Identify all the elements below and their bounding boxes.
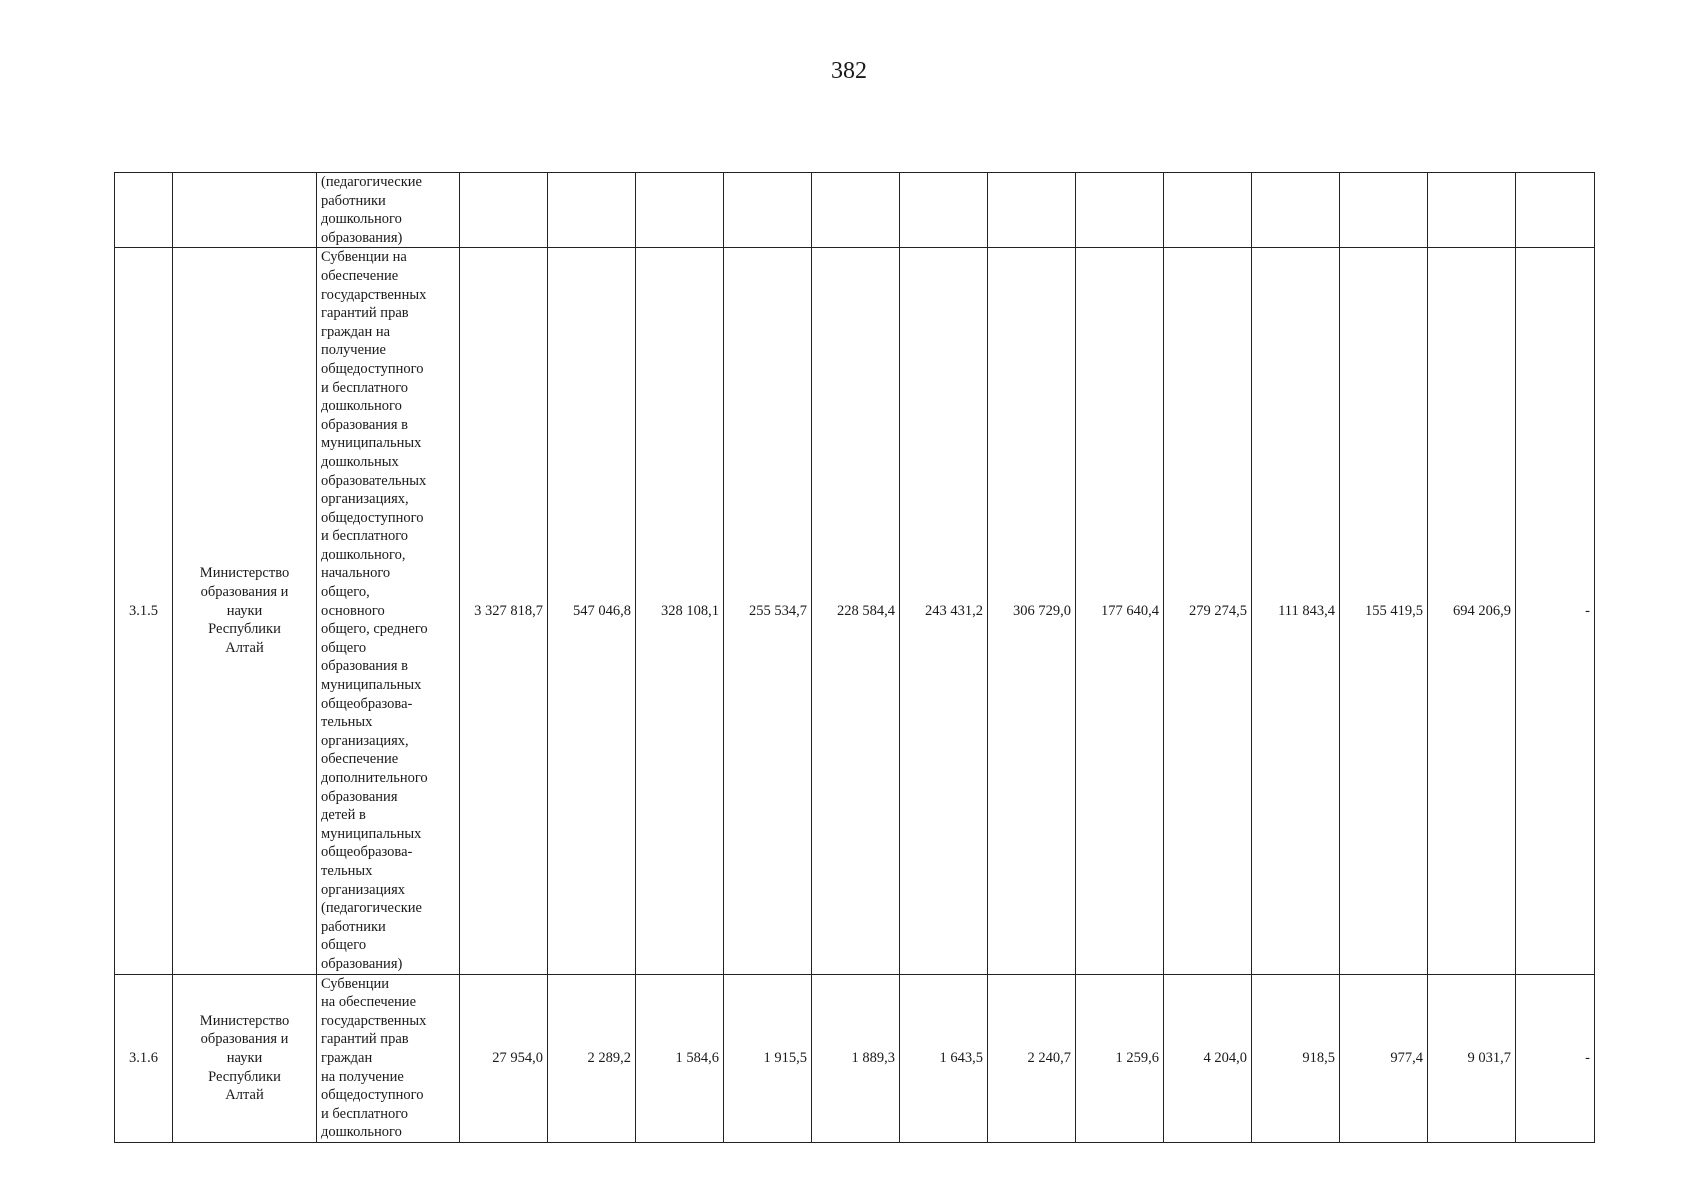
description-line: обеспечение	[321, 751, 399, 768]
description-line: начального	[321, 565, 391, 582]
executor-cell	[173, 974, 317, 1142]
value-cell: 694 206,9	[1428, 248, 1516, 974]
value-cell	[724, 173, 812, 248]
executor-line: Министерство	[199, 1012, 290, 1029]
description-line: общедоступного	[321, 509, 424, 526]
value-cell	[636, 173, 724, 248]
value-cell	[1428, 173, 1516, 248]
value-cell	[812, 173, 900, 248]
row-code: 3.1.6	[115, 974, 173, 1142]
value-cell: 255 534,7	[724, 248, 812, 974]
description-line: муниципальных	[321, 677, 422, 694]
description-line: гарантий прав	[321, 305, 409, 322]
description-line: общего	[321, 639, 367, 656]
value-cell: 1 889,3	[812, 974, 900, 1142]
value-cell	[988, 173, 1076, 248]
note-cell	[1516, 173, 1595, 248]
description-line: образования)	[321, 955, 403, 972]
row-code: 3.1.5	[115, 248, 173, 974]
value-cell: 2 240,7	[988, 974, 1076, 1142]
description-line: (педагогические	[321, 900, 422, 917]
value-cell: 177 640,4	[1076, 248, 1164, 974]
description-line: организациях,	[321, 491, 409, 508]
executor-line: Алтай	[225, 1087, 264, 1104]
description-line: образования в	[321, 658, 408, 675]
description-line: общего,	[321, 584, 370, 601]
value-cell: 228 584,4	[812, 248, 900, 974]
note-cell: -	[1516, 248, 1595, 974]
executor-cell	[173, 173, 317, 248]
description-line: и бесплатного	[321, 379, 409, 396]
note-cell: -	[1516, 974, 1595, 1142]
description-line: обеспечение	[321, 267, 399, 284]
value-cell	[1252, 173, 1340, 248]
budget-table	[114, 172, 1595, 1143]
description-line: тельных	[321, 862, 373, 879]
value-cell: 3 327 818,7	[460, 248, 548, 974]
description-line: Субвенции на	[321, 249, 407, 266]
description-line: Субвенции	[321, 975, 389, 992]
description-line: и бесплатного	[321, 1105, 409, 1122]
executor-line: Министерство	[199, 565, 290, 582]
description-line: образования)	[321, 229, 403, 246]
description-line: работники	[321, 918, 386, 935]
value-cell: 4 204,0	[1164, 974, 1252, 1142]
description-line: дошкольного	[321, 211, 402, 228]
description-line: дошкольных	[321, 453, 399, 470]
executor-line: науки	[226, 602, 263, 619]
description-line: дошкольного	[321, 398, 402, 415]
description-line: дошкольного,	[321, 546, 406, 563]
value-cell	[460, 173, 548, 248]
description-line: общеобразова-	[321, 844, 413, 861]
description-line: гарантий прав	[321, 1031, 409, 1048]
executor-cell	[173, 248, 317, 974]
description-line: образования в	[321, 416, 408, 433]
table-row	[115, 974, 1595, 1142]
executor-line: Алтай	[225, 639, 264, 656]
value-cell: 2 289,2	[548, 974, 636, 1142]
description-line: образования	[321, 788, 398, 805]
value-cell: 9 031,7	[1428, 974, 1516, 1142]
description-line: государственных	[321, 286, 427, 303]
description-line: общедоступного	[321, 360, 424, 377]
value-cell: 27 954,0	[460, 974, 548, 1142]
description-line: муниципальных	[321, 825, 422, 842]
description-line: общеобразова-	[321, 695, 413, 712]
description-line: организациях,	[321, 732, 409, 749]
description-line: и бесплатного	[321, 528, 409, 545]
description-line: муниципальных	[321, 435, 422, 452]
description-line: детей в	[321, 807, 366, 824]
description-line: на получение	[321, 1068, 404, 1085]
description-line: государственных	[321, 1012, 427, 1029]
description-cell	[317, 173, 460, 248]
description-line: на обеспечение	[321, 994, 417, 1011]
value-cell: 1 643,5	[900, 974, 988, 1142]
description-line: тельных	[321, 714, 373, 731]
description-line: общего	[321, 937, 367, 954]
value-cell: 155 419,5	[1340, 248, 1428, 974]
value-cell: 279 274,5	[1164, 248, 1252, 974]
value-cell: 547 046,8	[548, 248, 636, 974]
description-line: работники	[321, 192, 386, 209]
value-cell: 977,4	[1340, 974, 1428, 1142]
description-line: граждан	[321, 1049, 373, 1066]
executor-line: Республики	[208, 621, 281, 638]
value-cell: 1 259,6	[1076, 974, 1164, 1142]
value-cell	[1076, 173, 1164, 248]
description-line: организациях	[321, 881, 406, 898]
description-line: дошкольного	[321, 1124, 402, 1141]
value-cell	[1164, 173, 1252, 248]
executor-line: образования и	[200, 1031, 289, 1048]
description-line: общедоступного	[321, 1087, 424, 1104]
value-cell: 1 915,5	[724, 974, 812, 1142]
description-line: образовательных	[321, 472, 427, 489]
row-code	[115, 173, 173, 248]
description-line: (педагогические	[321, 174, 422, 190]
value-cell: 328 108,1	[636, 248, 724, 974]
value-cell: 918,5	[1252, 974, 1340, 1142]
description-line: общего, среднего	[321, 621, 428, 638]
table-row	[115, 248, 1595, 974]
executor-line: науки	[226, 1049, 263, 1066]
description-cell	[317, 248, 460, 974]
page-number: 382	[831, 58, 867, 84]
description-cell	[317, 974, 460, 1142]
description-line: получение	[321, 342, 386, 359]
value-cell	[900, 173, 988, 248]
value-cell	[1340, 173, 1428, 248]
table-row	[115, 173, 1595, 248]
value-cell: 111 843,4	[1252, 248, 1340, 974]
value-cell: 1 584,6	[636, 974, 724, 1142]
executor-line: Республики	[208, 1068, 281, 1085]
description-line: дополнительного	[321, 770, 428, 786]
value-cell	[548, 173, 636, 248]
executor-line: образования и	[200, 584, 289, 601]
description-line: граждан на	[321, 323, 391, 340]
value-cell: 243 431,2	[900, 248, 988, 974]
value-cell: 306 729,0	[988, 248, 1076, 974]
description-line: основного	[321, 602, 385, 619]
